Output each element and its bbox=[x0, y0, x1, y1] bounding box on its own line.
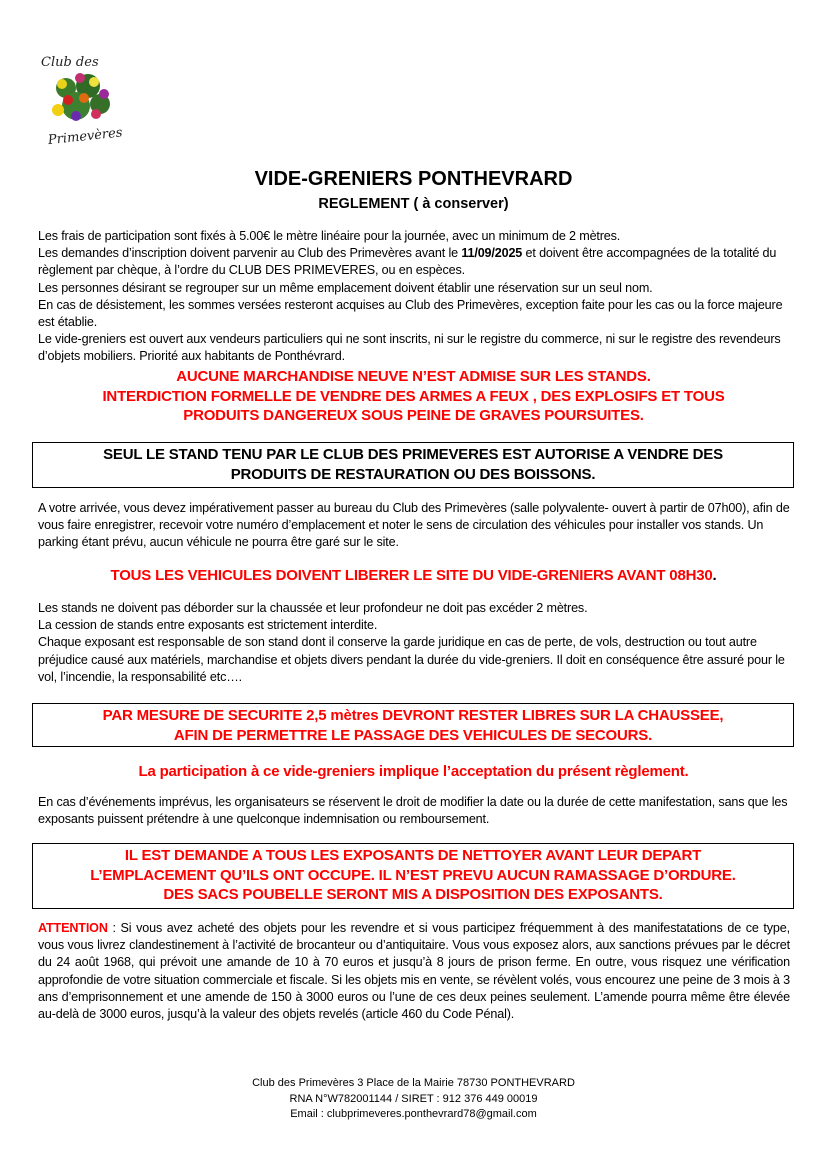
withdrawal-text: En cas de désistement, les sommes versées resteront acquises au Club des Primevères, exception faite pour les cas ou la force majeure est établie. bbox=[38, 297, 783, 330]
unforeseen-text: En cas d’événements imprévus, les organisateurs se réservent le droit de modifier la date ou la durée de cette manifestation, sans que les exposants puissent prétendre à une quelconque indemnisation ou remboursement. bbox=[38, 795, 788, 827]
footer-email[interactable]: Email : clubprimeveres.ponthevrard78@gmail.com bbox=[290, 1108, 537, 1120]
notice-line: IL EST DEMANDE A TOUS LES EXPOSANTS DE NETTOYER AVANT LEUR DEPART bbox=[124, 847, 702, 864]
notice-line: PAR MESURE DE SECURITE 2,5 mètres DEVRONT RESTER LIBRES SUR LA CHAUSSEE, bbox=[102, 707, 724, 724]
svg-text:Club des: Club des bbox=[41, 55, 99, 70]
registration-deadline: 11/09/2025 bbox=[461, 246, 523, 261]
registration-text bbox=[38, 245, 790, 279]
vehicles-warning-text: TOUS LES VEHICULES DOIVENT LIBERER LE SITE DU VIDE-GRENIERS AVANT 08H30 bbox=[110, 567, 713, 584]
safety-notice-box bbox=[32, 703, 794, 747]
vehicles-warning-period: . bbox=[712, 567, 717, 584]
registration-text-a: Les demandes d’inscription doivent parvenir au Club des Primevères avant le bbox=[38, 246, 462, 261]
notice-line: AFIN DE PERMETTRE LE PASSAGE DES VEHICULES DE SECOURS. bbox=[173, 726, 653, 744]
intro-section bbox=[38, 228, 790, 366]
warning-line: PRODUITS DANGEREUX SOUS PEINE DE GRAVES POURSUITES. bbox=[183, 407, 644, 424]
attention-label: ATTENTION bbox=[38, 921, 108, 935]
arrival-text: A votre arrivée, vous devez impérativement passer au bureau du Club des Primevères (salle polyvalente- ouvert à partir de 07h00), afin de vous faire enregistrer, recevoir votre numéro d’emplacement et noter le sens de circulation des véhicules pour installer vos stands. Un parking étant prévu, aucun véhicule ne pourra être garé sur le site. bbox=[38, 501, 790, 550]
page-title: VIDE-GRENIERS PONTHEVRARD bbox=[254, 168, 573, 190]
merchandise-warning bbox=[30, 367, 797, 426]
svg-text:Primevères: Primevères bbox=[47, 125, 124, 148]
stand-depth-text: Les stands ne doivent pas déborder sur la chaussée et leur profondeur ne doit pas excéder 2 mètres. bbox=[38, 601, 588, 615]
attention-section bbox=[38, 920, 790, 1023]
attention-text: : Si vous avez acheté des objets pour les revendre et si vous participez fréquemment à des manifestatations de ce type, vous vous livrez clandestinement à l’activité de brocanteur ou d’antiquitaire. Vous vous exposez alors, aux sanctions prévues par le décret du 24 août 1968, qui prévoit une amande de 10 à 70 euros et jusqu’à 8 jours de prison ferme. En outre, vous risquez une vérification approfondie de votre situation commerciale et fiscale. Si les objets mis en vente, se révèlent volés, vous encourez une peine de 3 mois à 3 ans d’emprisonnement et une amende de 150 à 3000 euros ou l’une de ces deux peines seulement. L’amende pourra même être élevée au-delà de 3000 euros, jusqu’à la valeur des objets revelés (article 460 du Code Pénal). bbox=[38, 921, 790, 1022]
club-logo bbox=[38, 48, 138, 148]
footer-address: Club des Primevères 3 Place de la Mairie 78730 PONTHEVRARD bbox=[252, 1077, 575, 1089]
warning-line: INTERDICTION FORMELLE DE VENDRE DES ARMES A FEUX , DES EXPLOSIFS ET TOUS bbox=[102, 387, 725, 405]
fees-text: Les frais de participation sont fixés à 5.00€ le mètre linéaire pour la journée, avec un minimum de 2 mètres. bbox=[38, 229, 621, 243]
footer-registration: RNA N°W782001144 / SIRET : 912 376 449 00019 bbox=[289, 1092, 538, 1105]
warning-line: AUCUNE MARCHANDISE NEUVE N’EST ADMISE SUR LES STANDS. bbox=[176, 368, 651, 385]
eligibility-text: Le vide-greniers est ouvert aux vendeurs particuliers qui ne sont inscrits, ni sur le registre du commerce, ni sur le registre des revendeurs d’objets mobiliers. Priorité aux habitants de Ponthévrard. bbox=[38, 332, 781, 364]
footer bbox=[0, 1076, 827, 1123]
stands-section bbox=[38, 600, 790, 686]
notice-line: PRODUITS DE RESTAURATION OU DES BOISSONS. bbox=[230, 465, 596, 483]
registration-text-b: et doivent être accompagnées de la totalité du règlement par chèque, à l’ordre du CLUB DES PRIMEVERES, ou en espèces. bbox=[38, 246, 777, 278]
cleaning-notice-box bbox=[32, 843, 794, 909]
stand-responsibility-text: Chaque exposant est responsable de son stand dont il conserve la garde juridique en cas de perte, de vols, destruction ou tout autre préjudice causé aux matériels, marchandise et objets divers pendant la durée du vide-greniers. Il doit en conséquence être assuré pour le vol, l’incendie, la responsabilité etc…. bbox=[38, 635, 785, 684]
vehicles-warning bbox=[0, 567, 827, 584]
grouping-text: Les personnes désirant se regrouper sur un même emplacement doivent établir une réservation sur un seul nom. bbox=[38, 280, 653, 295]
notice-line: L’EMPLACEMENT QU’ILS ONT OCCUPE. IL N’EST PREVU AUCUN RAMASSAGE D’ORDURE. bbox=[90, 866, 736, 884]
notice-line: SEUL LE STAND TENU PAR LE CLUB DES PRIMEVERES EST AUTORISE A VENDRE DES bbox=[103, 446, 723, 463]
page-subtitle: REGLEMENT ( à conserver) bbox=[318, 196, 509, 212]
acceptance-text: La participation à ce vide-greniers implique l’acceptation du présent règlement. bbox=[138, 763, 689, 780]
notice-line: DES SACS POUBELLE SERONT MIS A DISPOSITION DES EXPOSANTS. bbox=[163, 886, 663, 903]
stand-transfer-text: La cession de stands entre exposants est strictement interdite. bbox=[38, 618, 378, 633]
catering-notice-box bbox=[32, 442, 794, 488]
